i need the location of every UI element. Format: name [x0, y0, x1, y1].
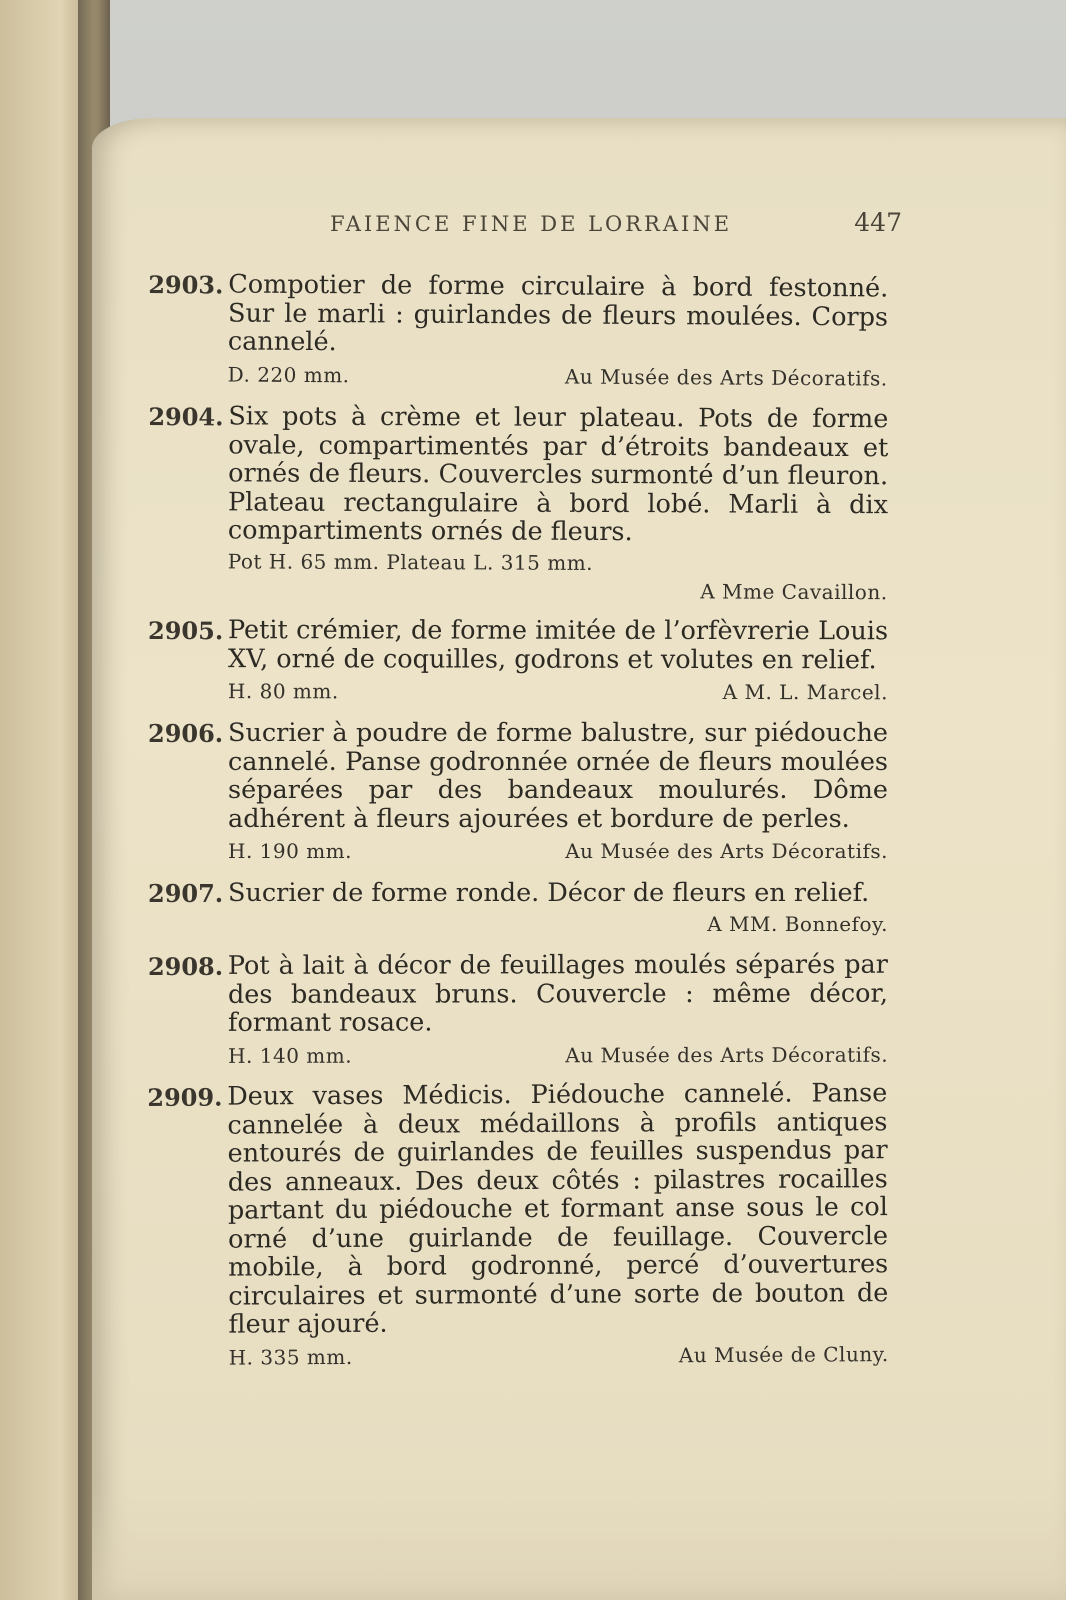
entry-dimensions: D. 220 mm. — [227, 361, 350, 387]
catalogue-entry — [148, 879, 888, 936]
entry-meta — [228, 679, 888, 704]
entry-dimensions: H. 335 mm. — [228, 1344, 353, 1370]
entry-meta — [228, 362, 888, 390]
entry-number: 2909. — [147, 1082, 223, 1113]
entry-number: 2908. — [147, 951, 224, 981]
entry-description: Six pots à crème et leur plateau. Pots de forme ovale, compartimentés par d’étroits bandeaux et ornés de fleurs. Couvercles surmonté d’un fleuron. Plateau rectangulaire à bord lobé. Marli à dix compartiments ornés de fleurs. — [227, 400, 889, 547]
entry-dimensions: Pot H. 65 mm. Plateau L. 315 mm. — [227, 548, 594, 574]
entry-meta — [228, 839, 888, 863]
entry-description: Sucrier de forme ronde. Décor de fleurs en relief. — [228, 878, 870, 908]
entry-description: Pot à lait à décor de feuillages moulés séparés par des bandeaux bruns. Couvercle : même décor, formant rosace. — [227, 949, 888, 1038]
entry-location: A MM. Bonnefoy. — [707, 911, 888, 936]
entry-number: 2907. — [148, 879, 224, 908]
entry-dimensions: H. 80 mm. — [227, 679, 339, 704]
catalogue-entry — [148, 950, 888, 1067]
entry-number: 2904. — [148, 401, 224, 431]
catalogue-entry — [148, 719, 888, 863]
entry-description: Compotier de forme circulaire à bord festonné. Sur le marli : guirlandes de fleurs moulées. Corps cannelé. — [227, 269, 889, 358]
entry-location: A Mme Cavaillon. — [700, 578, 888, 604]
entry-dimensions: H. 140 mm. — [228, 1042, 353, 1067]
catalogue-entries — [148, 270, 888, 1370]
catalogue-entry — [147, 1079, 888, 1369]
catalogue-entry — [148, 616, 888, 704]
entry-number: 2905. — [148, 616, 224, 646]
entry-meta — [229, 1342, 889, 1369]
catalogue-entry — [148, 270, 889, 390]
running-title: FAIENCE FINE DE LORRAINE — [330, 212, 733, 236]
entry-description: Sucrier à poudre de forme balustre, sur piédouche cannelé. Panse godronnée ornée de fleurs moulées séparées par des bandeaux moulurés. Dôme adhérent à fleurs ajourées et bordure de perles. — [228, 718, 888, 834]
entry-location: Au Musée des Arts Décoratifs. — [564, 364, 888, 391]
entry-location: Au Musée des Arts Décoratifs. — [565, 1041, 889, 1067]
entry-number: 2906. — [148, 719, 224, 748]
page-number: 447 — [854, 208, 902, 237]
entry-meta — [228, 1042, 888, 1067]
entry-number: 2903. — [148, 270, 224, 300]
catalogue-entry — [148, 402, 889, 604]
entry-dimensions: H. 190 mm. — [228, 839, 352, 863]
entry-description: Deux vases Médicis. Piédouche cannelé. Panse cannelée à deux médaillons à profils antiques entourés de guirlandes de feuilles suspendus par des anneaux. Des deux côtés : pilastres rocailles partant du piédouche et formant anse sous le col orné d’une guirlande de feuillage. Couvercle mobile, à bord godronné, percé d’ouvertures circulaires et surmonté d’une sorte de bouton de fleur ajouré. — [227, 1078, 889, 1340]
entry-location: Au Musée de Cluny. — [678, 1341, 889, 1367]
entry-location: A M. L. Marcel. — [722, 680, 888, 705]
entry-location: Au Musée des Arts Décoratifs. — [565, 839, 888, 863]
page-header — [330, 208, 990, 248]
entry-description: Petit crémier, de forme imitée de l’orfèvrerie Louis XV, orné de coquilles, godrons et volutes en relief. — [227, 615, 889, 675]
